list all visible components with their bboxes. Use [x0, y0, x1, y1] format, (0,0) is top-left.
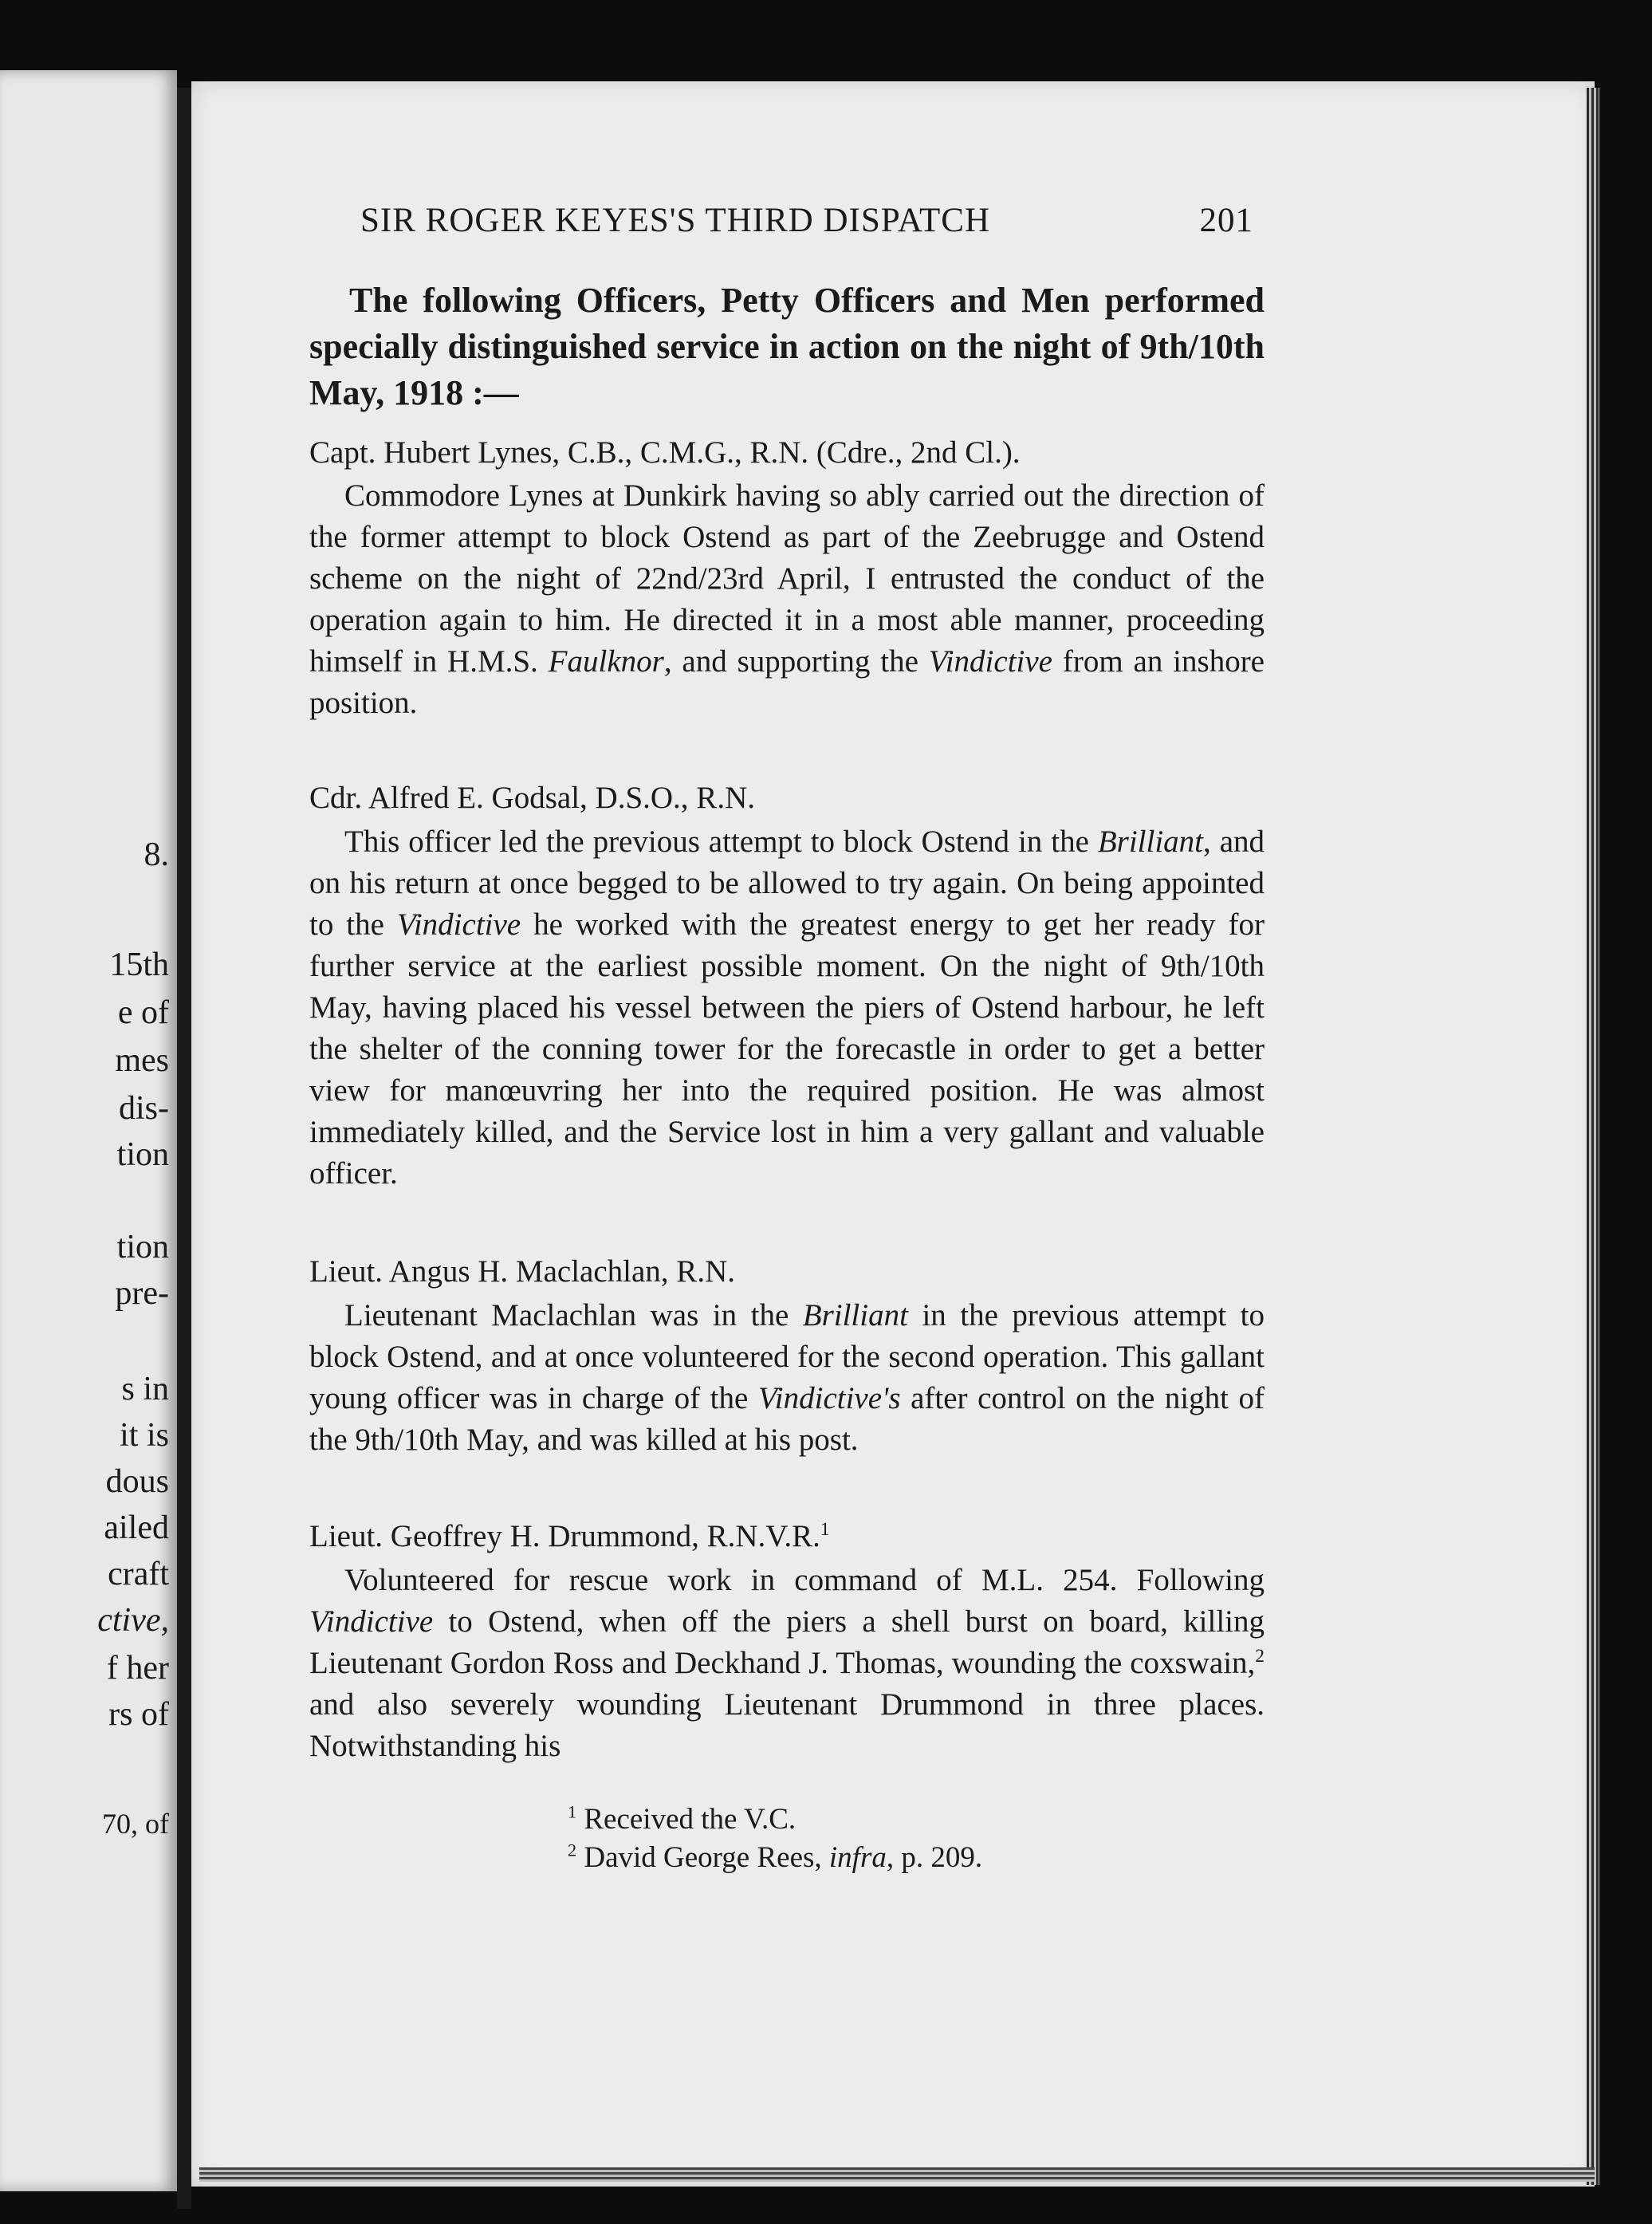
left-fragment: rs of — [108, 1696, 169, 1733]
left-facing-page — [0, 70, 177, 2191]
left-fragment: 70, of — [102, 1808, 169, 1840]
left-fragment: tion — [116, 1229, 169, 1266]
left-fragment: 8. — [144, 836, 169, 873]
ship-name: Brilliant — [1097, 825, 1204, 859]
left-fragment: dous — [105, 1463, 169, 1500]
left-fragment: dis- — [119, 1090, 169, 1127]
left-fragment: pre- — [115, 1275, 169, 1312]
left-fragment: ctive, — [97, 1602, 169, 1639]
running-head — [360, 201, 1253, 240]
entry-heading: Lieut. Angus H. Maclachlan, R.N. — [309, 1254, 735, 1289]
book-gutter — [177, 88, 191, 2209]
left-fragment: ailed — [104, 1510, 169, 1546]
entry-heading: Cdr. Alfred E. Godsal, D.S.O., R.N. — [309, 781, 755, 815]
entry-body: This officer led the previous attempt to block Ostend in the Brilliant, and on his return at once begged to be allowed to try again. On being appointed to the Vindictive he worked with the greatest energy to get her ready for further service at the earliest possible moment. On the night of 9th/10th May, having placed his vessel between the piers of Ostend harbour, he left the shelter of the conning tower for the forecastle in order to get a better view for manœuvring her into the required position. He was almost immediately killed, and the Service lost in him a very gallant and valuable officer. — [309, 825, 1265, 1191]
footnote-mark: 2 — [1255, 1646, 1265, 1667]
left-fragment: 15th — [109, 947, 169, 983]
entry-heading: Capt. Hubert Lynes, C.B., C.M.G., R.N. (Cdre., 2nd Cl.). — [309, 435, 1021, 470]
entry-body: Lieutenant Maclachlan was in the Brilliant in the previous attempt to block Ostend, and at once volunteered for the second operation. This gallant young officer was in charge of the Vindictive's after control on the night of the 9th/10th May, and was killed at his post. — [309, 1298, 1265, 1457]
left-fragment: f her — [106, 1650, 169, 1687]
running-head-title: SIR ROGER KEYES'S THIRD DISPATCH — [360, 202, 991, 239]
entry-body: Commodore Lynes at Dunkirk having so ably carried out the direction of the former attempt to block Ostend as part of the Zeebrugge and Ostend scheme on the night of 22nd/23rd April, I entrusted the conduct of the operation again to him. He directed it in a most able manner, proceeding himself in H.M.S. Faulknor, and supporting the Vindictive from an inshore position. — [309, 478, 1265, 720]
left-fragment: e of — [117, 994, 169, 1031]
footnotes — [568, 1801, 1285, 1877]
left-fragment: mes — [115, 1042, 169, 1079]
intro-paragraph: The following Officers, Petty Officers and Men performed specially distinguished service in action on the night of 9th/10th May, 1918 :— — [309, 281, 1265, 412]
ship-name: Vindictive — [396, 907, 521, 942]
ship-name: Faulknor — [548, 644, 664, 679]
page-edge — [1587, 88, 1599, 2185]
page-number: 201 — [1199, 202, 1253, 239]
left-fragment: it is — [120, 1417, 169, 1454]
ship-name: Vindictive — [309, 1604, 434, 1639]
entry-body: Volunteered for rescue work in command of M.L. 254. Following Vindictive to Ostend, when off the piers a shell burst on board, killing Lieutenant Gordon Ross and Deckhand J. Thomas, wounding the coxswain,$^2$ and also severely wounding Lieutenant Drummond in three places. Notwithstanding his — [309, 1563, 1265, 1763]
left-fragment: craft — [108, 1556, 169, 1592]
page-bottom-edge — [199, 2167, 1595, 2182]
footnote-mark: 1 — [820, 1519, 830, 1540]
ship-name: Vindictive — [928, 644, 1052, 679]
left-fragment: s in — [121, 1371, 169, 1407]
footnote: $^1$ Received the V.C. — [568, 1801, 796, 1836]
left-fragment: tion — [116, 1136, 169, 1173]
entry-heading: Lieut. Geoffrey H. Drummond, R.N.V.R.$^1$ — [309, 1519, 830, 1553]
ship-name: Vindictive's — [757, 1381, 901, 1415]
ship-name: Brilliant — [802, 1298, 908, 1332]
footnote: $^2$ David George Rees, infra, p. 209. — [568, 1840, 983, 1874]
